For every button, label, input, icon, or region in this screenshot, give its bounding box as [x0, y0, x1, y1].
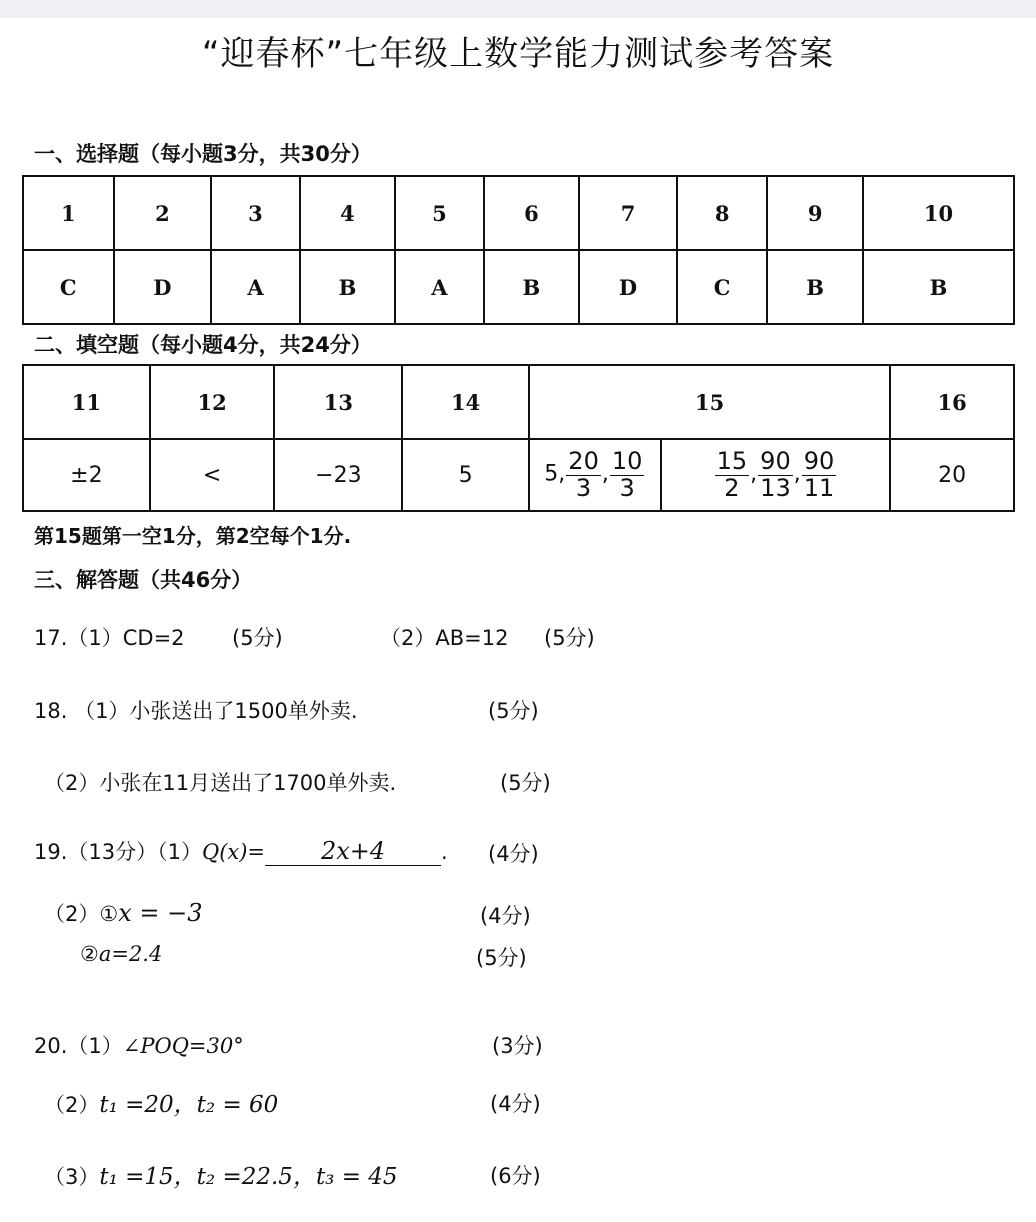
q18-score2: (5分) — [500, 771, 551, 795]
q17-part1: 17.（1）CD=2 — [34, 626, 185, 650]
table-row — [23, 250, 1014, 324]
section2-note: 第15题第一空1分，第2空每个1分. — [34, 524, 352, 548]
q20-part3-answer: t₁ =15，t₂ =22.5，t₃ = 45 — [99, 1164, 398, 1190]
q20-score1: (3分) — [492, 1034, 543, 1058]
lead-number: 5 — [544, 462, 559, 487]
question-number: 14 — [402, 365, 529, 439]
q17-score2: (5分) — [544, 626, 595, 650]
answer-cell: ±2 — [23, 439, 150, 511]
answer-cell: B — [767, 250, 862, 324]
q18-score1: (5分) — [488, 699, 539, 723]
numerator: 15 — [716, 447, 748, 476]
fraction — [610, 449, 645, 500]
answer-cell: 5 — [402, 439, 529, 511]
q20-part2-label: （2） — [44, 1093, 100, 1117]
q20-part2-answer: t₁ =20，t₂ = 60 — [99, 1092, 279, 1118]
question-number: 12 — [150, 365, 275, 439]
page-title: “迎春杯”七年级上数学能力测试参考答案 — [201, 34, 835, 74]
numerator: 90 — [760, 447, 791, 476]
denominator: 3 — [619, 473, 635, 502]
q19-part2b — [80, 942, 162, 966]
q19-answer: 2x+4 — [265, 837, 441, 866]
fraction — [566, 449, 601, 500]
question-number: 9 — [767, 176, 862, 250]
answer-cell: B — [300, 250, 395, 324]
table-row — [23, 176, 1014, 250]
q19-function: Q(x)= — [201, 840, 266, 864]
q20-score3: (6分) — [490, 1164, 541, 1188]
answer-cell: D — [114, 250, 212, 324]
q20-part3-label: （3） — [44, 1165, 100, 1189]
answer-cell: A — [211, 250, 299, 324]
section1-heading: 一、选择题（每小题3分，共30分） — [34, 142, 372, 166]
question-number: 13 — [274, 365, 402, 439]
section1-answer-table — [22, 175, 1015, 325]
q18-part2: （2）小张在11月送出了1700单外卖. — [44, 771, 397, 795]
question-number: 4 — [300, 176, 395, 250]
q19-score2: (4分) — [480, 904, 531, 928]
table-row — [23, 439, 1014, 511]
answer-cell: < — [150, 439, 275, 511]
section2-answer-table — [22, 364, 1015, 512]
q17-score1: (5分) — [232, 626, 283, 650]
q19-part2b-label: ② — [80, 942, 99, 966]
q19-part2a-answer: x = −3 — [118, 899, 203, 927]
question-number: 1 — [23, 176, 114, 250]
denominator: 13 — [760, 473, 791, 502]
q17-part2: （2）AB=12 — [380, 626, 509, 650]
q19-dot: . — [441, 840, 448, 864]
top-strip — [0, 0, 1036, 18]
question-number: 15 — [529, 365, 890, 439]
q19-part2a-label: （2）① — [44, 902, 119, 926]
answer-cell: 20 — [890, 439, 1014, 511]
q19-part1 — [34, 836, 448, 866]
numerator: 10 — [611, 447, 643, 476]
q20-part2 — [44, 1086, 278, 1119]
answer-cell: C — [677, 250, 768, 324]
answer-cell: D — [579, 250, 677, 324]
table-row — [23, 365, 1014, 439]
denominator: 2 — [724, 473, 740, 502]
question-number: 3 — [211, 176, 299, 250]
q19-part2a — [44, 898, 202, 928]
q20-score2: (4分) — [490, 1092, 541, 1116]
question-number: 11 — [23, 365, 150, 439]
q19-score3: (5分) — [476, 946, 527, 970]
fraction — [802, 449, 837, 500]
q20-part1 — [34, 1030, 244, 1060]
question-number: 8 — [677, 176, 768, 250]
answer-cell: B — [863, 250, 1014, 324]
answer-cell-15a: 5, $\frac{20}{3}$ , $\frac{10}{3}$ — [529, 439, 661, 511]
fraction — [758, 449, 793, 500]
section3-heading: 三、解答题（共46分） — [34, 568, 253, 592]
question-number: 10 — [863, 176, 1014, 250]
question-number: 5 — [395, 176, 483, 250]
answer-cell: A — [395, 250, 483, 324]
q20-part1-answer: ∠POQ=30° — [122, 1034, 244, 1058]
answer-cell-15b: $\frac{15}{2}$ , $\frac{90}{13}$ , $\frac{90}{11}$ — [661, 439, 890, 511]
q19-part2b-answer: a=2.4 — [98, 942, 163, 966]
answer-cell: C — [23, 250, 114, 324]
q19-prefix: 19.（13分）（1） — [34, 840, 202, 864]
q18-part1: 18. （1）小张送出了1500单外卖. — [34, 699, 358, 723]
answer-cell: B — [484, 250, 579, 324]
q19-score1: (4分) — [488, 842, 539, 866]
answer-cell: −23 — [274, 439, 402, 511]
q20-part3 — [44, 1158, 398, 1191]
q20-part1-label: 20.（1） — [34, 1034, 123, 1058]
denominator: 3 — [575, 473, 592, 502]
numerator: 20 — [568, 447, 599, 476]
section2-heading: 二、填空题（每小题4分，共24分） — [34, 333, 372, 357]
fraction — [715, 449, 750, 500]
question-number: 6 — [484, 176, 579, 250]
question-number: 2 — [114, 176, 212, 250]
numerator: 90 — [803, 447, 835, 476]
question-number: 7 — [579, 176, 677, 250]
question-number: 16 — [890, 365, 1014, 439]
denominator: 11 — [803, 473, 835, 502]
